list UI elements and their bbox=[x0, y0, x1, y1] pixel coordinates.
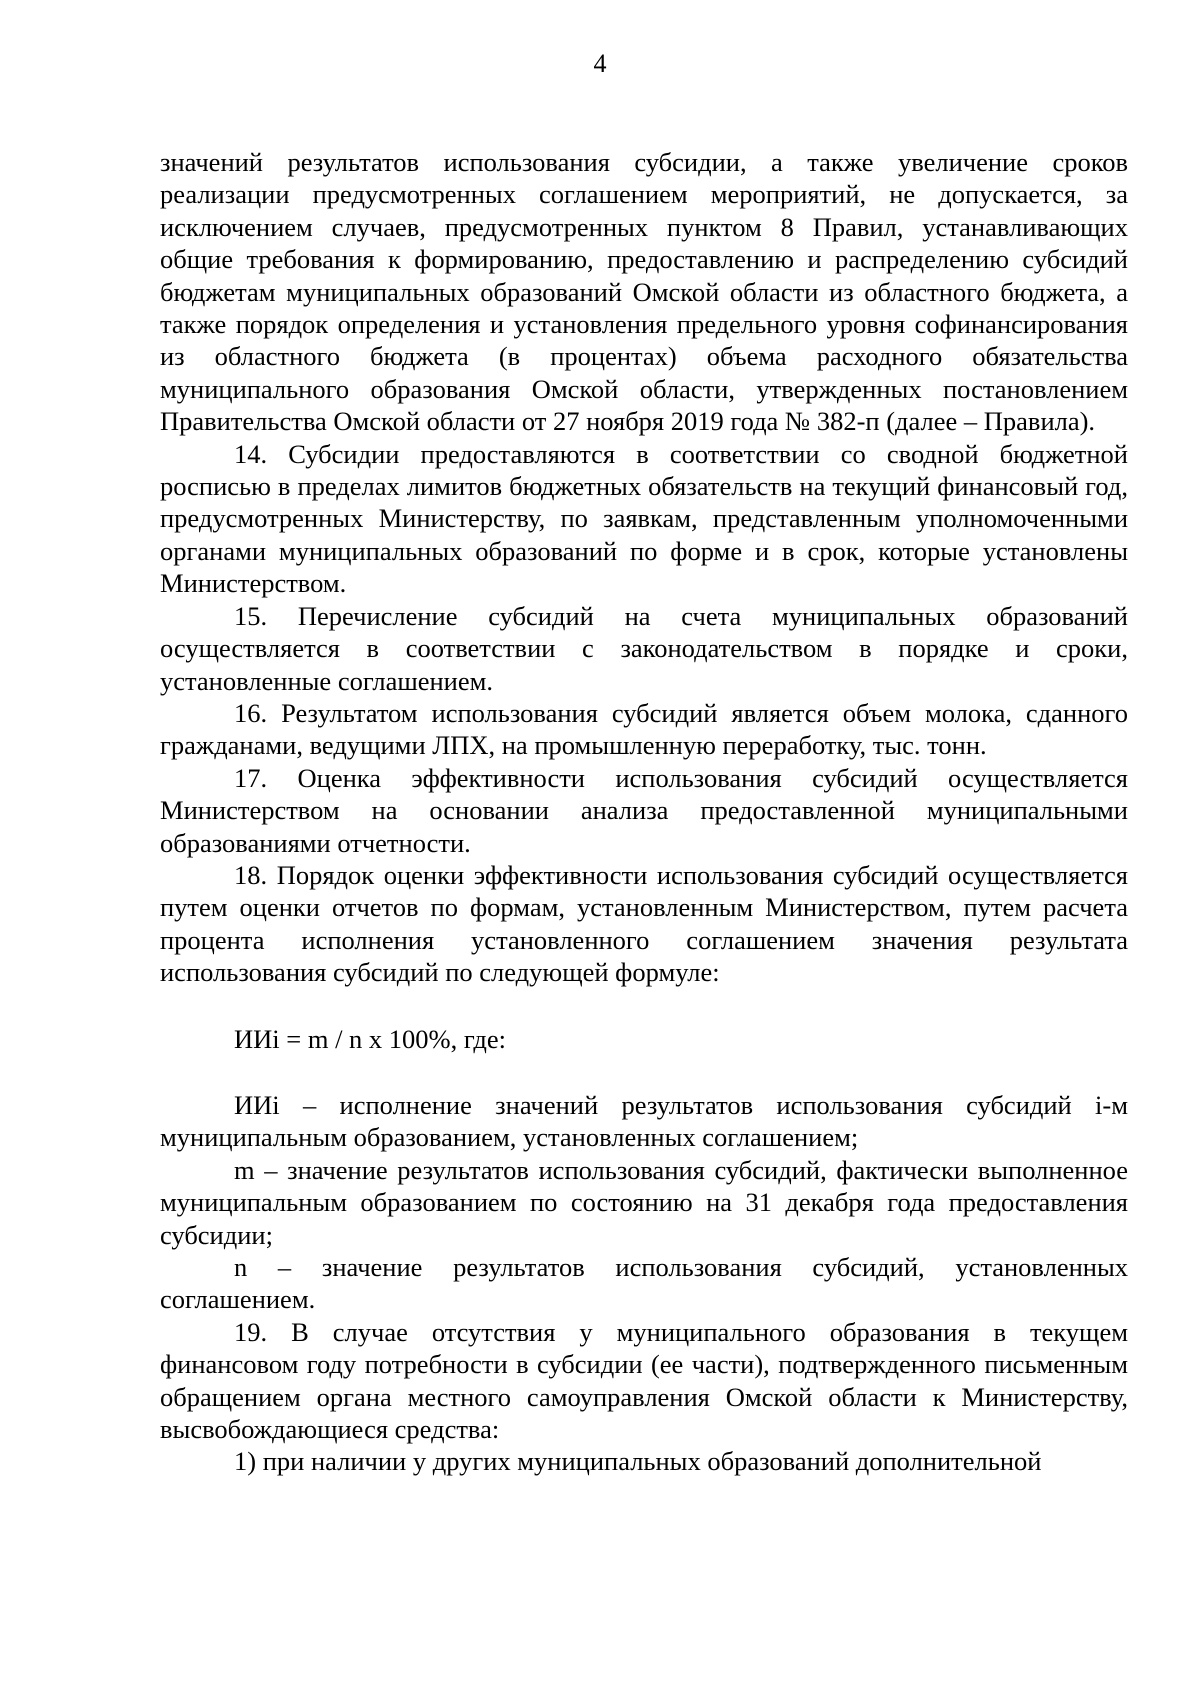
document-body bbox=[160, 146, 1128, 1478]
paragraph-13-continuation: значений результатов использования субсидии, а также увеличение сроков реализации предусмотренных соглашением мероприятий, не допускается, за исключением случаев, предусмотренных пунктом 8 Правил, устанавливающих общие требования к формированию, предоставлению и распределению субсидий бюджетам муниципальных образований Омской области из областного бюджета, а также порядок определения и установления предельного уровня софинансирования из областного бюджета (в процентах) объема расходного обязательства муниципального образования Омской области, утвержденных постановлением Правительства Омской области от 27 ноября 2019 года № 382-п (далее – Правила). bbox=[160, 147, 1128, 437]
paragraph-17: 17. Оценка эффективности использования субсидий осуществляется Министерством на основании анализа предоставленной муниципальными образованиями отчетности. bbox=[160, 762, 1128, 858]
definition-m: m – значение результатов использования субсидий, фактически выполненное муниципальным образованием по состоянию на 31 декабря года предоставления субсидии; bbox=[160, 1154, 1128, 1250]
definition-n: n – значение результатов использования субсидий, установленных соглашением. bbox=[160, 1252, 1128, 1315]
paragraph-16: 16. Результатом использования субсидий является объем молока, сданного гражданами, ведущими ЛПХ, на промышленную переработку, тыс. тонн. bbox=[160, 697, 1128, 761]
paragraph-18: 18. Порядок оценки эффективности использования субсидий осуществляется путем оценки отчетов по формам, установленным Министерством, путем расчета процента исполнения установленного соглашением значения результата использования субсидий по следующей формуле: bbox=[160, 859, 1128, 988]
page-number: 4 bbox=[593, 49, 607, 78]
paragraph-14: 14. Субсидии предоставляются в соответствии со сводной бюджетной росписью в пределах лимитов бюджетных обязательств на текущий финансовый год, предусмотренных Министерству, по заявкам, представленным уполномоченными органами муниципальных образований по форме и в срок, которые установлены Министерством. bbox=[160, 438, 1128, 599]
paragraph-15: 15. Перечисление субсидий на счета муниципальных образований осуществляется в соответствии с законодательством в порядке и сроки, установленные соглашением. bbox=[160, 600, 1128, 696]
formula: ИИi = m / n x 100%, где: bbox=[234, 1023, 507, 1054]
paragraph-19-item-1: 1) при наличии у других муниципальных образований дополнительной bbox=[234, 1446, 1042, 1477]
definition-ii: ИИi – исполнение значений результатов использования субсидий i-м муниципальным образованием, установленных соглашением; bbox=[160, 1089, 1128, 1153]
paragraph-19: 19. В случае отсутствия у муниципального образования в текущем финансовом году потребности в субсидии (ее части), подтвержденного письменным обращением органа местного самоуправления Омской области к Министерству, высвобождающиеся средства: bbox=[160, 1316, 1128, 1445]
